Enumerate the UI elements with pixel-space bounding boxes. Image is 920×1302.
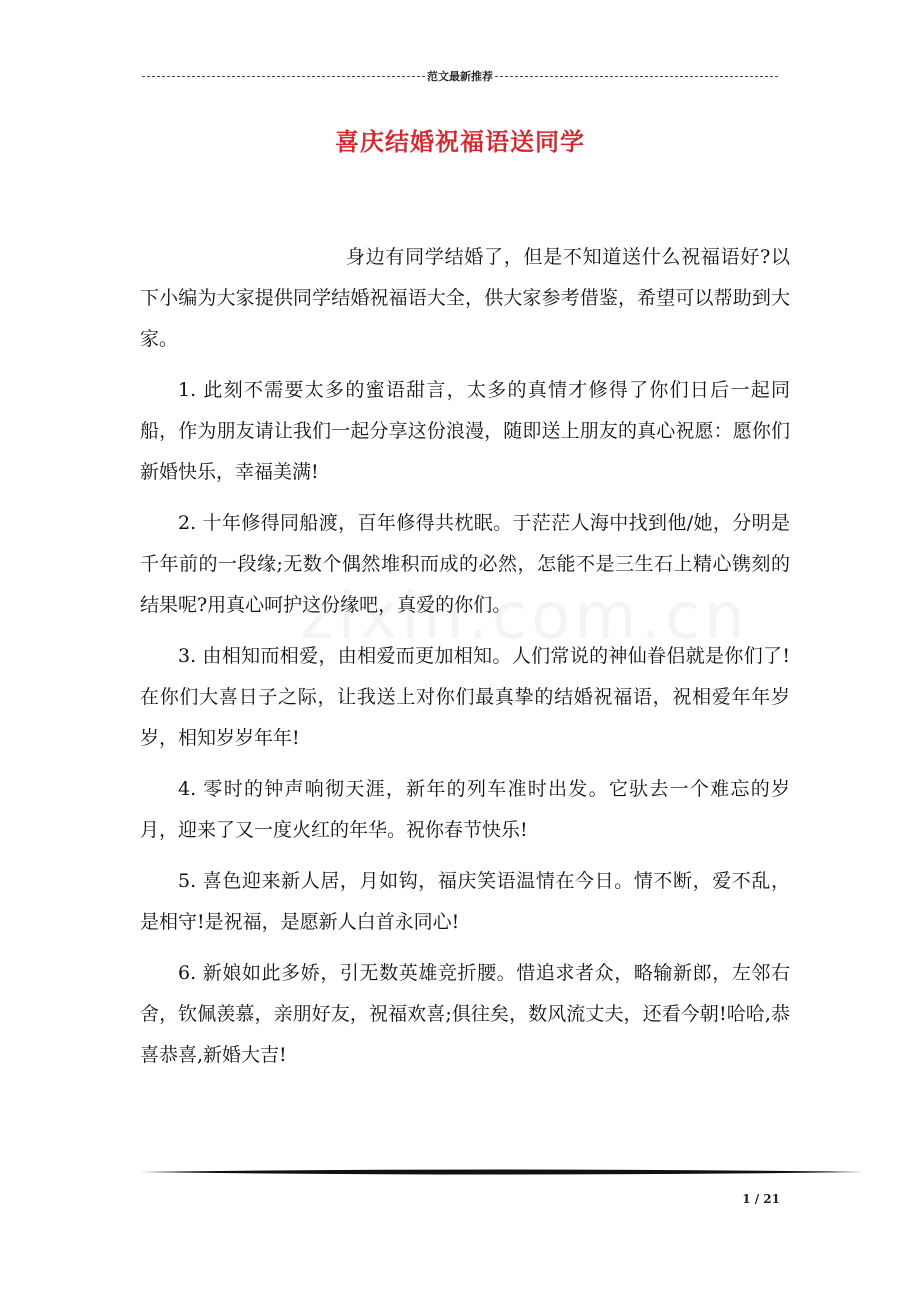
list-item: 5. 喜色迎来新人居，月如钩，福庆笑语温情在今日。情不断，爱不乱，是相守!是祝福，是愿新人白首永同心!	[140, 870, 790, 933]
footer-rule	[140, 1168, 864, 1176]
header-dash-left	[142, 76, 425, 77]
header-label: 范文最新推荐	[427, 70, 493, 83]
document-body	[140, 237, 790, 1086]
header-dash-right	[495, 76, 778, 77]
document-title: 喜庆结婚祝福语送同学	[335, 127, 585, 156]
list-item: 4. 零时的钟声响彻天涯，新年的列车准时出发。它驮去一个难忘的岁月，迎来了又一度火红的年华。祝你春节快乐!	[140, 778, 790, 841]
intro-paragraph: 身边有同学结婚了，但是不知道送什么祝福语好?以下小编为大家提供同学结婚祝福语大全，供大家参考借鉴，希望可以帮助到大家。	[140, 246, 790, 350]
list-item: 1. 此刻不需要太多的蜜语甜言，太多的真情才修得了你们日后一起同船，作为朋友请让我们一起分享这份浪漫，随即送上朋友的真心祝愿：愿你们新婚快乐，幸福美满!	[140, 379, 790, 483]
list-item: 2. 十年修得同船渡，百年修得共枕眠。于茫茫人海中找到他/她，分明是千年前的一段缘;无数个偶然堆积而成的必然，怎能不是三生石上精心镌刻的结果呢?用真心呵护这份缘吧，真爱的你们。	[140, 512, 790, 616]
list-item: 3. 由相知而相爱，由相爱而更加相知。人们常说的神仙眷侣就是你们了!在你们大喜日子之际，让我送上对你们最真挚的结婚祝福语，祝相爱年年岁岁，相知岁岁年年!	[140, 645, 790, 749]
page-number: 1 / 21	[742, 1192, 780, 1206]
list-item: 6. 新娘如此多娇，引无数英雄竞折腰。惜追求者众，略输新郎，左邻右舍，钦佩羡慕，亲朋好友，祝福欢喜;俱往矣，数风流丈夫，还看今朝!哈哈,恭喜恭喜,新婚大吉!	[140, 962, 790, 1066]
page-header	[140, 68, 780, 84]
